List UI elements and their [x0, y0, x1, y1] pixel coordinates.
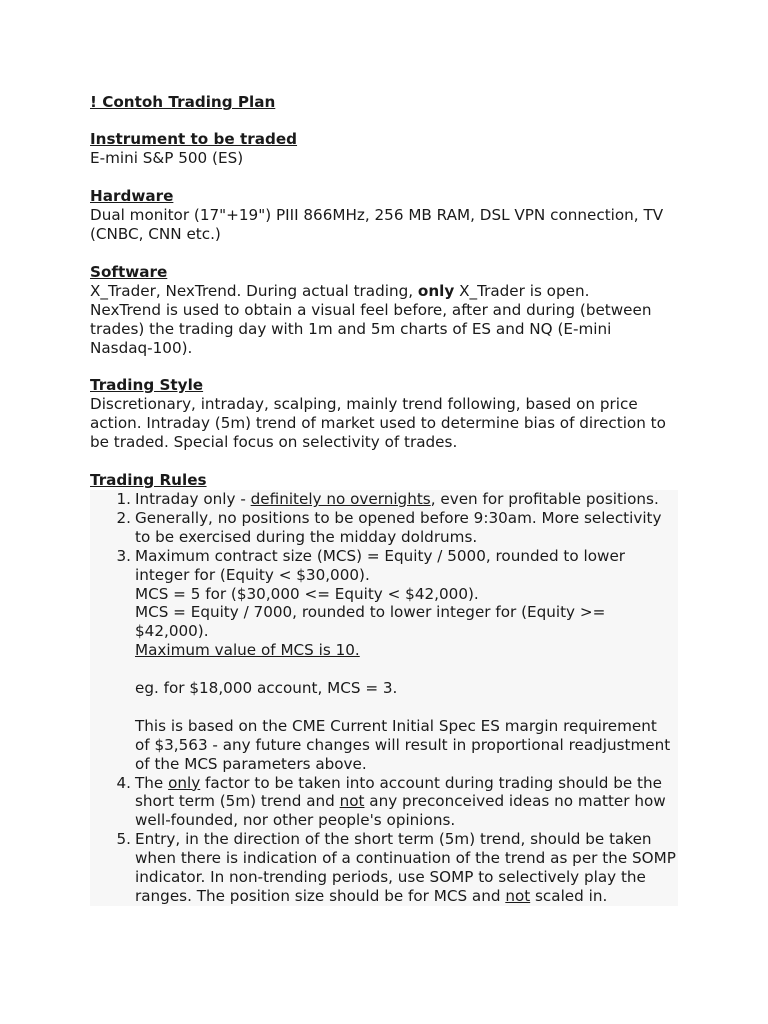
rule-item — [116, 546, 676, 774]
rule-item — [116, 830, 676, 906]
hardware-text-line: Dual monitor (17"+19") PIII 866MHz, 256 MB RAM, DSL VPN connection, TV — [90, 206, 664, 224]
rule-line: Generally, no positions to be opened before 9:30am. More selectivity — [135, 508, 662, 527]
rule-line: of $3,563 - any future changes will result in proportional readjustment — [135, 735, 671, 754]
instrument-heading: Instrument to be traded — [90, 130, 298, 148]
software-text-line: Nasdaq-100). — [90, 339, 193, 357]
rule-line: Intraday only - definitely no overnights, even for profitable positions. — [135, 490, 659, 508]
rule-number: 3. — [116, 546, 131, 565]
rule-line: Entry, in the direction of the short term (5m) trend, should be taken — [135, 830, 652, 849]
rule-number: 1. — [116, 490, 131, 508]
hardware-text-line: (CNBC, CNN etc.) — [90, 225, 221, 243]
rule-line: when there is indication of a continuation of the trend as per the SOMP — [135, 849, 676, 868]
underlined-text: not — [339, 792, 365, 811]
rule-item — [116, 508, 676, 547]
rule-line: This is based on the CME Current Initial Spec ES margin requirement — [135, 716, 657, 735]
max-mcs-note: Maximum value of MCS is 10. — [135, 641, 360, 660]
software-text-line: trades) the trading day with 1m and 5m charts of ES and NQ (E-mini — [90, 320, 612, 338]
rule-line: The only factor to be taken into account during trading should be the — [135, 773, 662, 792]
instrument-text: E-mini S&P 500 (ES) — [90, 149, 244, 167]
underlined-text: not — [505, 887, 531, 905]
emphasis-only: only — [417, 282, 455, 300]
rule-line: indicator. In non-trending periods, use SOMP to selectively play the — [135, 868, 646, 887]
trading-rules-list — [116, 490, 676, 906]
rule-number: 4. — [116, 773, 131, 792]
trading-rules-heading: Trading Rules — [90, 471, 207, 489]
rule-line: well-founded, nor other people's opinions. — [135, 811, 456, 830]
rule-number: 5. — [116, 830, 131, 849]
document-title: ! Contoh Trading Plan — [90, 93, 276, 111]
trading-style-text-line: action. Intraday (5m) trend of market used to determine bias of direction to — [90, 414, 666, 432]
spacer — [135, 698, 676, 717]
rule-item — [116, 490, 676, 509]
rule-line: integer for (Equity < $30,000). — [135, 565, 370, 584]
underlined-text: definitely no overnights — [250, 490, 431, 508]
underlined-text: only — [168, 773, 201, 792]
mcs-example: eg. for $18,000 account, MCS = 3. — [135, 679, 398, 698]
rule-line: $42,000). — [135, 622, 209, 641]
rule-line: MCS = 5 for ($30,000 <= Equity < $42,000). — [135, 584, 479, 603]
trading-style-heading: Trading Style — [90, 376, 204, 394]
trading-style-text-line: Discretionary, intraday, scalping, mainly trend following, based on price — [90, 395, 638, 413]
rule-number: 2. — [116, 508, 131, 527]
rule-line: ranges. The position size should be for MCS and not scaled in. — [135, 887, 608, 905]
trading-style-text-line: be traded. Special focus on selectivity of trades. — [90, 433, 458, 451]
rule-line: Maximum contract size (MCS) = Equity / 5000, rounded to lower — [135, 546, 626, 565]
spacer — [135, 660, 676, 679]
rule-line: MCS = Equity / 7000, rounded to lower integer for (Equity >= — [135, 603, 606, 622]
software-text-line: NexTrend is used to obtain a visual feel before, after and during (between — [90, 301, 652, 319]
software-heading: Software — [90, 263, 168, 281]
rule-line: short term (5m) trend and not any preconceived ideas no matter how — [135, 792, 666, 811]
software-text-line: X_Trader, NexTrend. During actual trading, only X_Trader is open. — [90, 282, 590, 300]
hardware-heading: Hardware — [90, 187, 174, 205]
rule-line: of the MCS parameters above. — [135, 754, 367, 773]
rule-item — [116, 773, 676, 831]
rule-line: to be exercised during the midday doldrums. — [135, 527, 478, 546]
